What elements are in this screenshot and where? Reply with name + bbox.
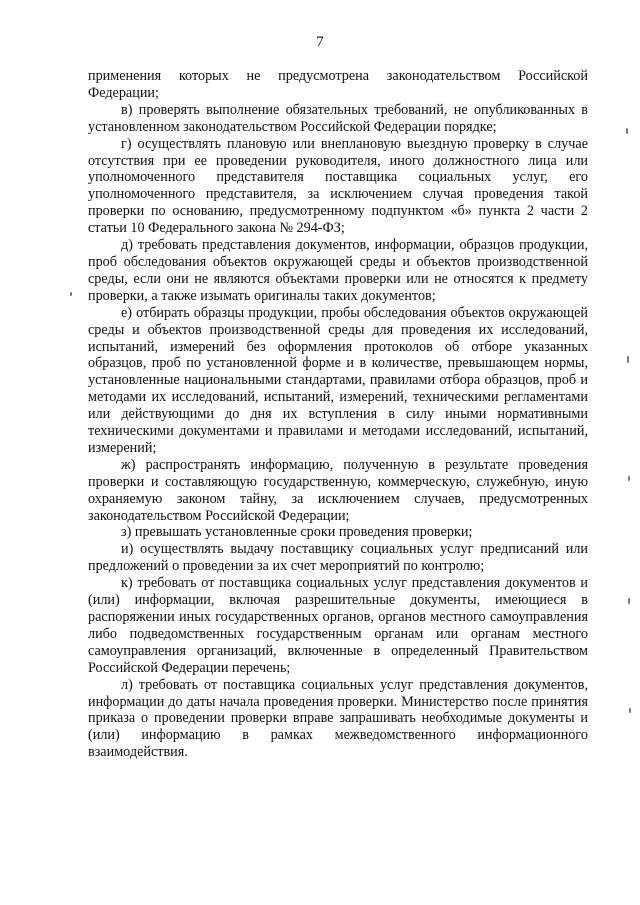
paragraph-item-v: в) проверять выполнение обязательных требований, не опубликованных в установленном законодательством Российской Федерации порядке; — [88, 101, 588, 135]
paragraph-item-g: г) осуществлять плановую или внеплановую выездную проверку в случае отсутствия при ее проведении руководителя, иного должностного лица или уполномоченного представителя поставщика социальных услуг, его уполномоченного представителя, за исключением случая проведения такой проверки по основанию, предусмотренному подпунктом «б» пункта 2 части 2 статьи 10 Федерального закона № 294-ФЗ; — [88, 135, 588, 237]
scan-artifact — [626, 128, 628, 134]
scan-artifact — [628, 476, 630, 481]
paragraph-item-zh: ж) распространять информацию, полученную в результате проведения проверки и составляющую государственную, коммерческую, служебную, иную охраняемую законом тайну, за исключением случаев, предусмотренных законодательством Российской Федерации; — [88, 456, 588, 524]
scan-artifact — [627, 356, 629, 363]
paragraph-item-z: з) превышать установленные сроки проведения проверки; — [121, 524, 473, 541]
paragraph-item-i: и) осуществлять выдачу поставщику социальных услуг предписаний или предложений о проведении за их счет мероприятий по контролю; — [88, 541, 588, 575]
paragraph-item-d: д) требовать представления документов, информации, образцов продукции, проб обследования объектов окружающей среды и объектов производственной среды, если они не являются объектами проверки или не относятся к предмету проверки, а также изымать оригиналы таких документов; — [88, 237, 588, 304]
paragraph-item-k: к) требовать от поставщика социальных услуг представления документов и (или) информации, включая разрешительные документы, имеющиеся в распоряжении иных государственных органов, органов местного самоуправления либо подведомственных государственным органам или органам местного самоуправления организаций, включенные в определенный Правительством Российской Федерации перечень; — [88, 575, 588, 676]
document-body — [88, 68, 588, 761]
paragraph-item-e: е) отбирать образцы продукции, пробы обследования объектов окружающей среды и объектов производственной среды для проведения их исследований, испытаний, измерений без оформления протоколов об отборе указанных образцов, проб по установленной форме и в количестве, превышающем нормы, установленные национальными стандартами, правилами отбора образцов, проб и методами их исследований, испытаний, измерений, техническими регламентами или действующими до дня их вступления в силу иными нормативными техническими документами и правилами и методами исследований, испытаний, измерений; — [88, 304, 588, 456]
page-number: 7 — [316, 34, 324, 50]
scan-artifact — [628, 598, 630, 604]
paragraph-item-l: л) требовать от поставщика социальных услуг представления документов, информации до даты начала проведения проверки. Министерство после принятия приказа о проведении проверки вправе запрашивать необходимые документы и (или) информацию в рамках межведомственного информационного взаимодействия. — [88, 676, 588, 761]
scan-artifact — [629, 708, 631, 713]
paragraph-continuation: применения которых не предусмотрена законодательством Российской Федерации; — [88, 68, 588, 101]
scan-artifact — [70, 292, 72, 296]
